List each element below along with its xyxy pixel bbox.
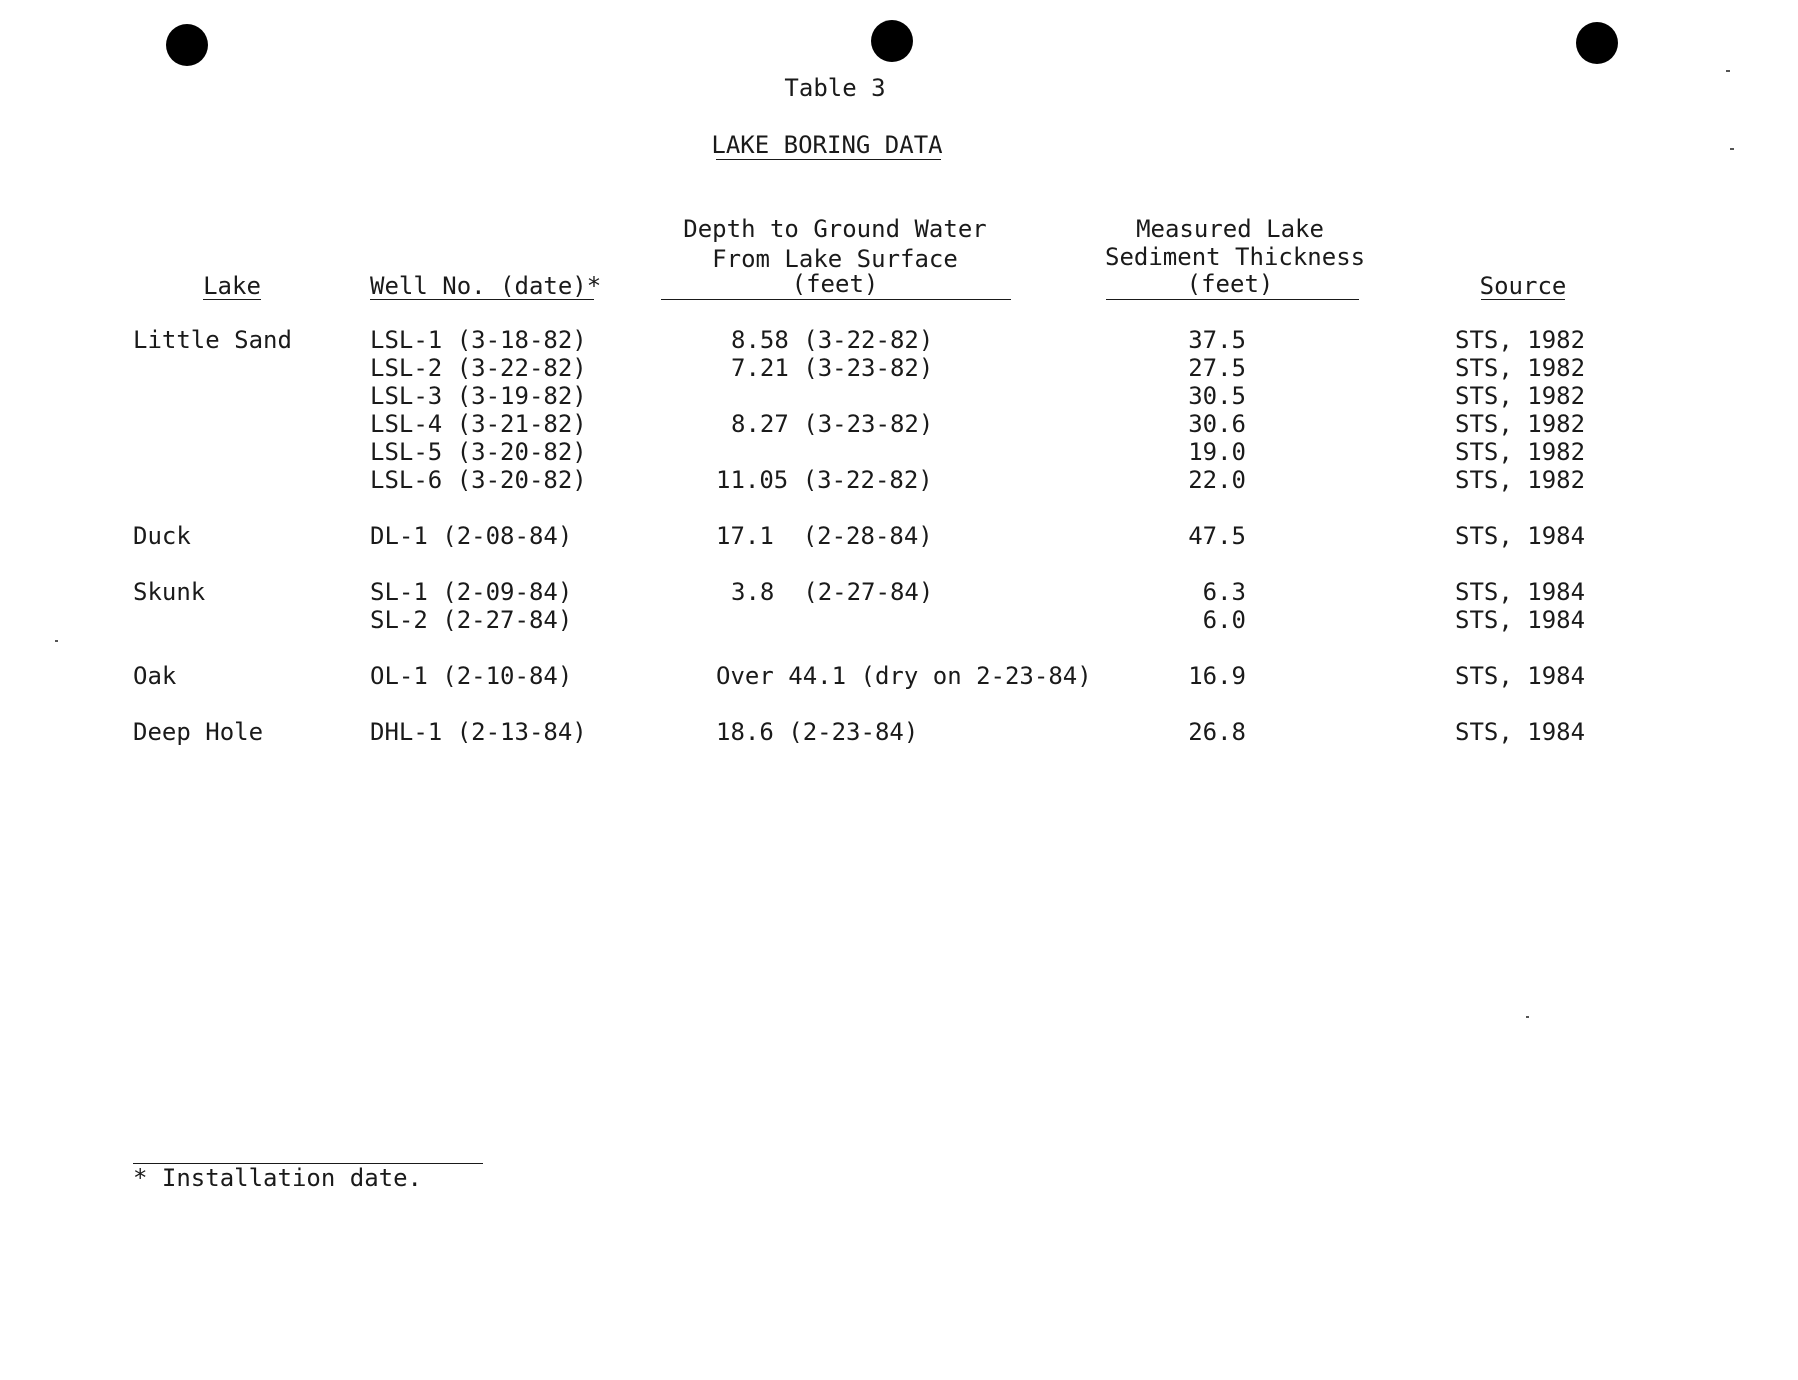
cell-sediment: 30.6 bbox=[1188, 410, 1246, 438]
cell-depth: 7.21 (3-23-82) bbox=[731, 354, 934, 382]
title-underline bbox=[716, 159, 941, 160]
header-lake-underline bbox=[203, 299, 261, 300]
cell-source: STS, 1982 bbox=[1455, 354, 1586, 382]
cell-well: LSL-5 (3-20-82) bbox=[370, 438, 587, 466]
cell-depth: 18.6 (2-23-84) bbox=[716, 718, 919, 746]
header-source-underline bbox=[1481, 299, 1565, 300]
cell-source: STS, 1982 bbox=[1455, 410, 1586, 438]
table-number: Table 3 bbox=[784, 74, 886, 102]
cell-depth: 3.8 (2-27-84) bbox=[731, 578, 934, 606]
header-depth-line3: (feet) bbox=[791, 270, 879, 298]
cell-sediment: 22.0 bbox=[1188, 466, 1246, 494]
punch-hole-left bbox=[166, 24, 208, 66]
header-sediment-line1: Measured Lake bbox=[1136, 215, 1324, 243]
cell-depth: Over 44.1 (dry on 2-23-84) bbox=[716, 662, 1092, 690]
header-well-underline bbox=[370, 299, 594, 300]
cell-sediment: 30.5 bbox=[1188, 382, 1246, 410]
header-sediment-underline bbox=[1106, 299, 1359, 300]
cell-source: STS, 1982 bbox=[1455, 438, 1586, 466]
cell-well: LSL-3 (3-19-82) bbox=[370, 382, 587, 410]
cell-depth: 8.58 (3-22-82) bbox=[731, 326, 934, 354]
cell-lake: Skunk bbox=[133, 578, 206, 606]
footnote: * Installation date. bbox=[133, 1164, 422, 1192]
header-sediment-line2: Sediment Thickness bbox=[1105, 243, 1366, 271]
cell-source: STS, 1982 bbox=[1455, 382, 1586, 410]
cell-source: STS, 1984 bbox=[1455, 522, 1586, 550]
cell-well: LSL-1 (3-18-82) bbox=[370, 326, 587, 354]
cell-source: STS, 1982 bbox=[1455, 326, 1586, 354]
header-sediment-line3: (feet) bbox=[1186, 270, 1274, 298]
cell-lake: Oak bbox=[133, 662, 177, 690]
scan-speck bbox=[1526, 1016, 1529, 1018]
cell-source: STS, 1982 bbox=[1455, 466, 1586, 494]
cell-well: LSL-6 (3-20-82) bbox=[370, 466, 587, 494]
cell-sediment: 47.5 bbox=[1188, 522, 1246, 550]
cell-depth: 8.27 (3-23-82) bbox=[731, 410, 934, 438]
cell-sediment: 26.8 bbox=[1188, 718, 1246, 746]
header-lake: Lake bbox=[203, 272, 261, 300]
cell-sediment: 16.9 bbox=[1188, 662, 1246, 690]
cell-depth: 17.1 (2-28-84) bbox=[716, 522, 933, 550]
scan-speck bbox=[1726, 70, 1730, 72]
cell-depth: 11.05 (3-22-82) bbox=[716, 466, 933, 494]
table-title: LAKE BORING DATA bbox=[711, 131, 943, 159]
cell-source: STS, 1984 bbox=[1455, 578, 1586, 606]
cell-sediment: 27.5 bbox=[1188, 354, 1246, 382]
cell-well: DHL-1 (2-13-84) bbox=[370, 718, 587, 746]
cell-sediment: 6.3 bbox=[1202, 578, 1246, 606]
cell-sediment: 19.0 bbox=[1188, 438, 1246, 466]
header-source: Source bbox=[1479, 272, 1567, 300]
cell-sediment: 6.0 bbox=[1202, 606, 1246, 634]
cell-well: OL-1 (2-10-84) bbox=[370, 662, 573, 690]
cell-lake: Deep Hole bbox=[133, 718, 264, 746]
cell-well: DL-1 (2-08-84) bbox=[370, 522, 573, 550]
cell-source: STS, 1984 bbox=[1455, 718, 1586, 746]
cell-well: LSL-4 (3-21-82) bbox=[370, 410, 587, 438]
cell-lake: Little Sand bbox=[133, 326, 292, 354]
cell-source: STS, 1984 bbox=[1455, 662, 1586, 690]
header-depth-line2: From Lake Surface bbox=[712, 245, 958, 273]
header-depth-underline bbox=[661, 299, 1011, 300]
cell-well: SL-2 (2-27-84) bbox=[370, 606, 573, 634]
punch-hole-center bbox=[871, 20, 913, 62]
header-depth-line1: Depth to Ground Water bbox=[683, 215, 987, 243]
cell-well: SL-1 (2-09-84) bbox=[370, 578, 573, 606]
cell-sediment: 37.5 bbox=[1188, 326, 1246, 354]
cell-source: STS, 1984 bbox=[1455, 606, 1586, 634]
punch-hole-right bbox=[1576, 22, 1618, 64]
scan-speck bbox=[55, 640, 58, 642]
header-well: Well No. (date)* bbox=[370, 272, 602, 300]
cell-lake: Duck bbox=[133, 522, 191, 550]
cell-well: LSL-2 (3-22-82) bbox=[370, 354, 587, 382]
scan-speck bbox=[1730, 148, 1734, 150]
